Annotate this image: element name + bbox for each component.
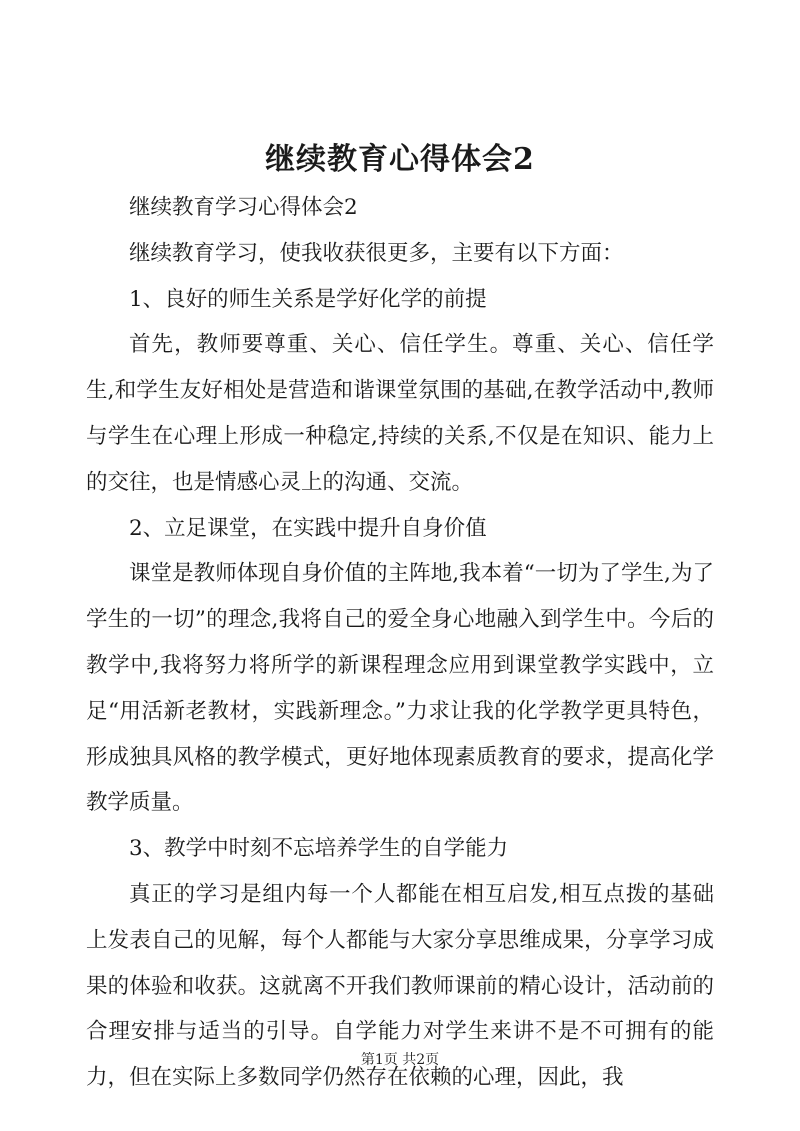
paragraph-section-3: 真正的学习是组内每一个人都能在相互启发,相互点拨的基础上发表自己的见解，每个人都能与大家分享思维成果，分享学习成果的体验和收获。这就离不开我们教师课前的精心设计，活动前的合理安排与适当的引导。自学能力对学生来讲不是不可拥有的能力，但在实际上多数同学仍然存在依赖的心理，因此，我 (86, 881, 714, 1091)
paragraph-section-1: 首先，教师要尊重、关心、信任学生。尊重、关心、信任学生,和学生友好相处是营造和谐课堂氛围的基础,在教学活动中,教师与学生在心理上形成一种稳定,持续的关系,不仅是在知识、能力上的交往，也是情感心灵上的沟通、交流。 (86, 332, 714, 495)
paragraph-intro: 继续教育学习，使我收获很更多，主要有以下方面： (129, 240, 624, 266)
document-body (86, 185, 714, 1101)
paragraph-subtitle: 继续教育学习心得体会2 (129, 195, 358, 220)
document-title: 继续教育心得体会2 (265, 142, 535, 177)
section-heading-1: 1、良好的师生关系是学好化学的前提 (129, 286, 487, 312)
section-heading-3: 3、教学中时刻不忘培养学生的自学能力 (129, 836, 509, 862)
paragraph-section-2: 课堂是教师体现自身价值的主阵地,我本着“一切为了学生,为了学生的一切”的理念,我将自己的爱全身心地融入到学生中。今后的教学中,我将努力将所学的新课程理念应用到课堂教学实践中，立足“用活新老教材，实践新理念。”力求让我的化学教学更具特色，形成独具风格的教学模式，更好地体现素质教育的要求，提高化学教学质量。 (86, 561, 714, 816)
section-heading-2: 2、立足课堂，在实践中提升自身价值 (129, 515, 487, 541)
page-footer: 第1页 共2页 (360, 1052, 440, 1068)
